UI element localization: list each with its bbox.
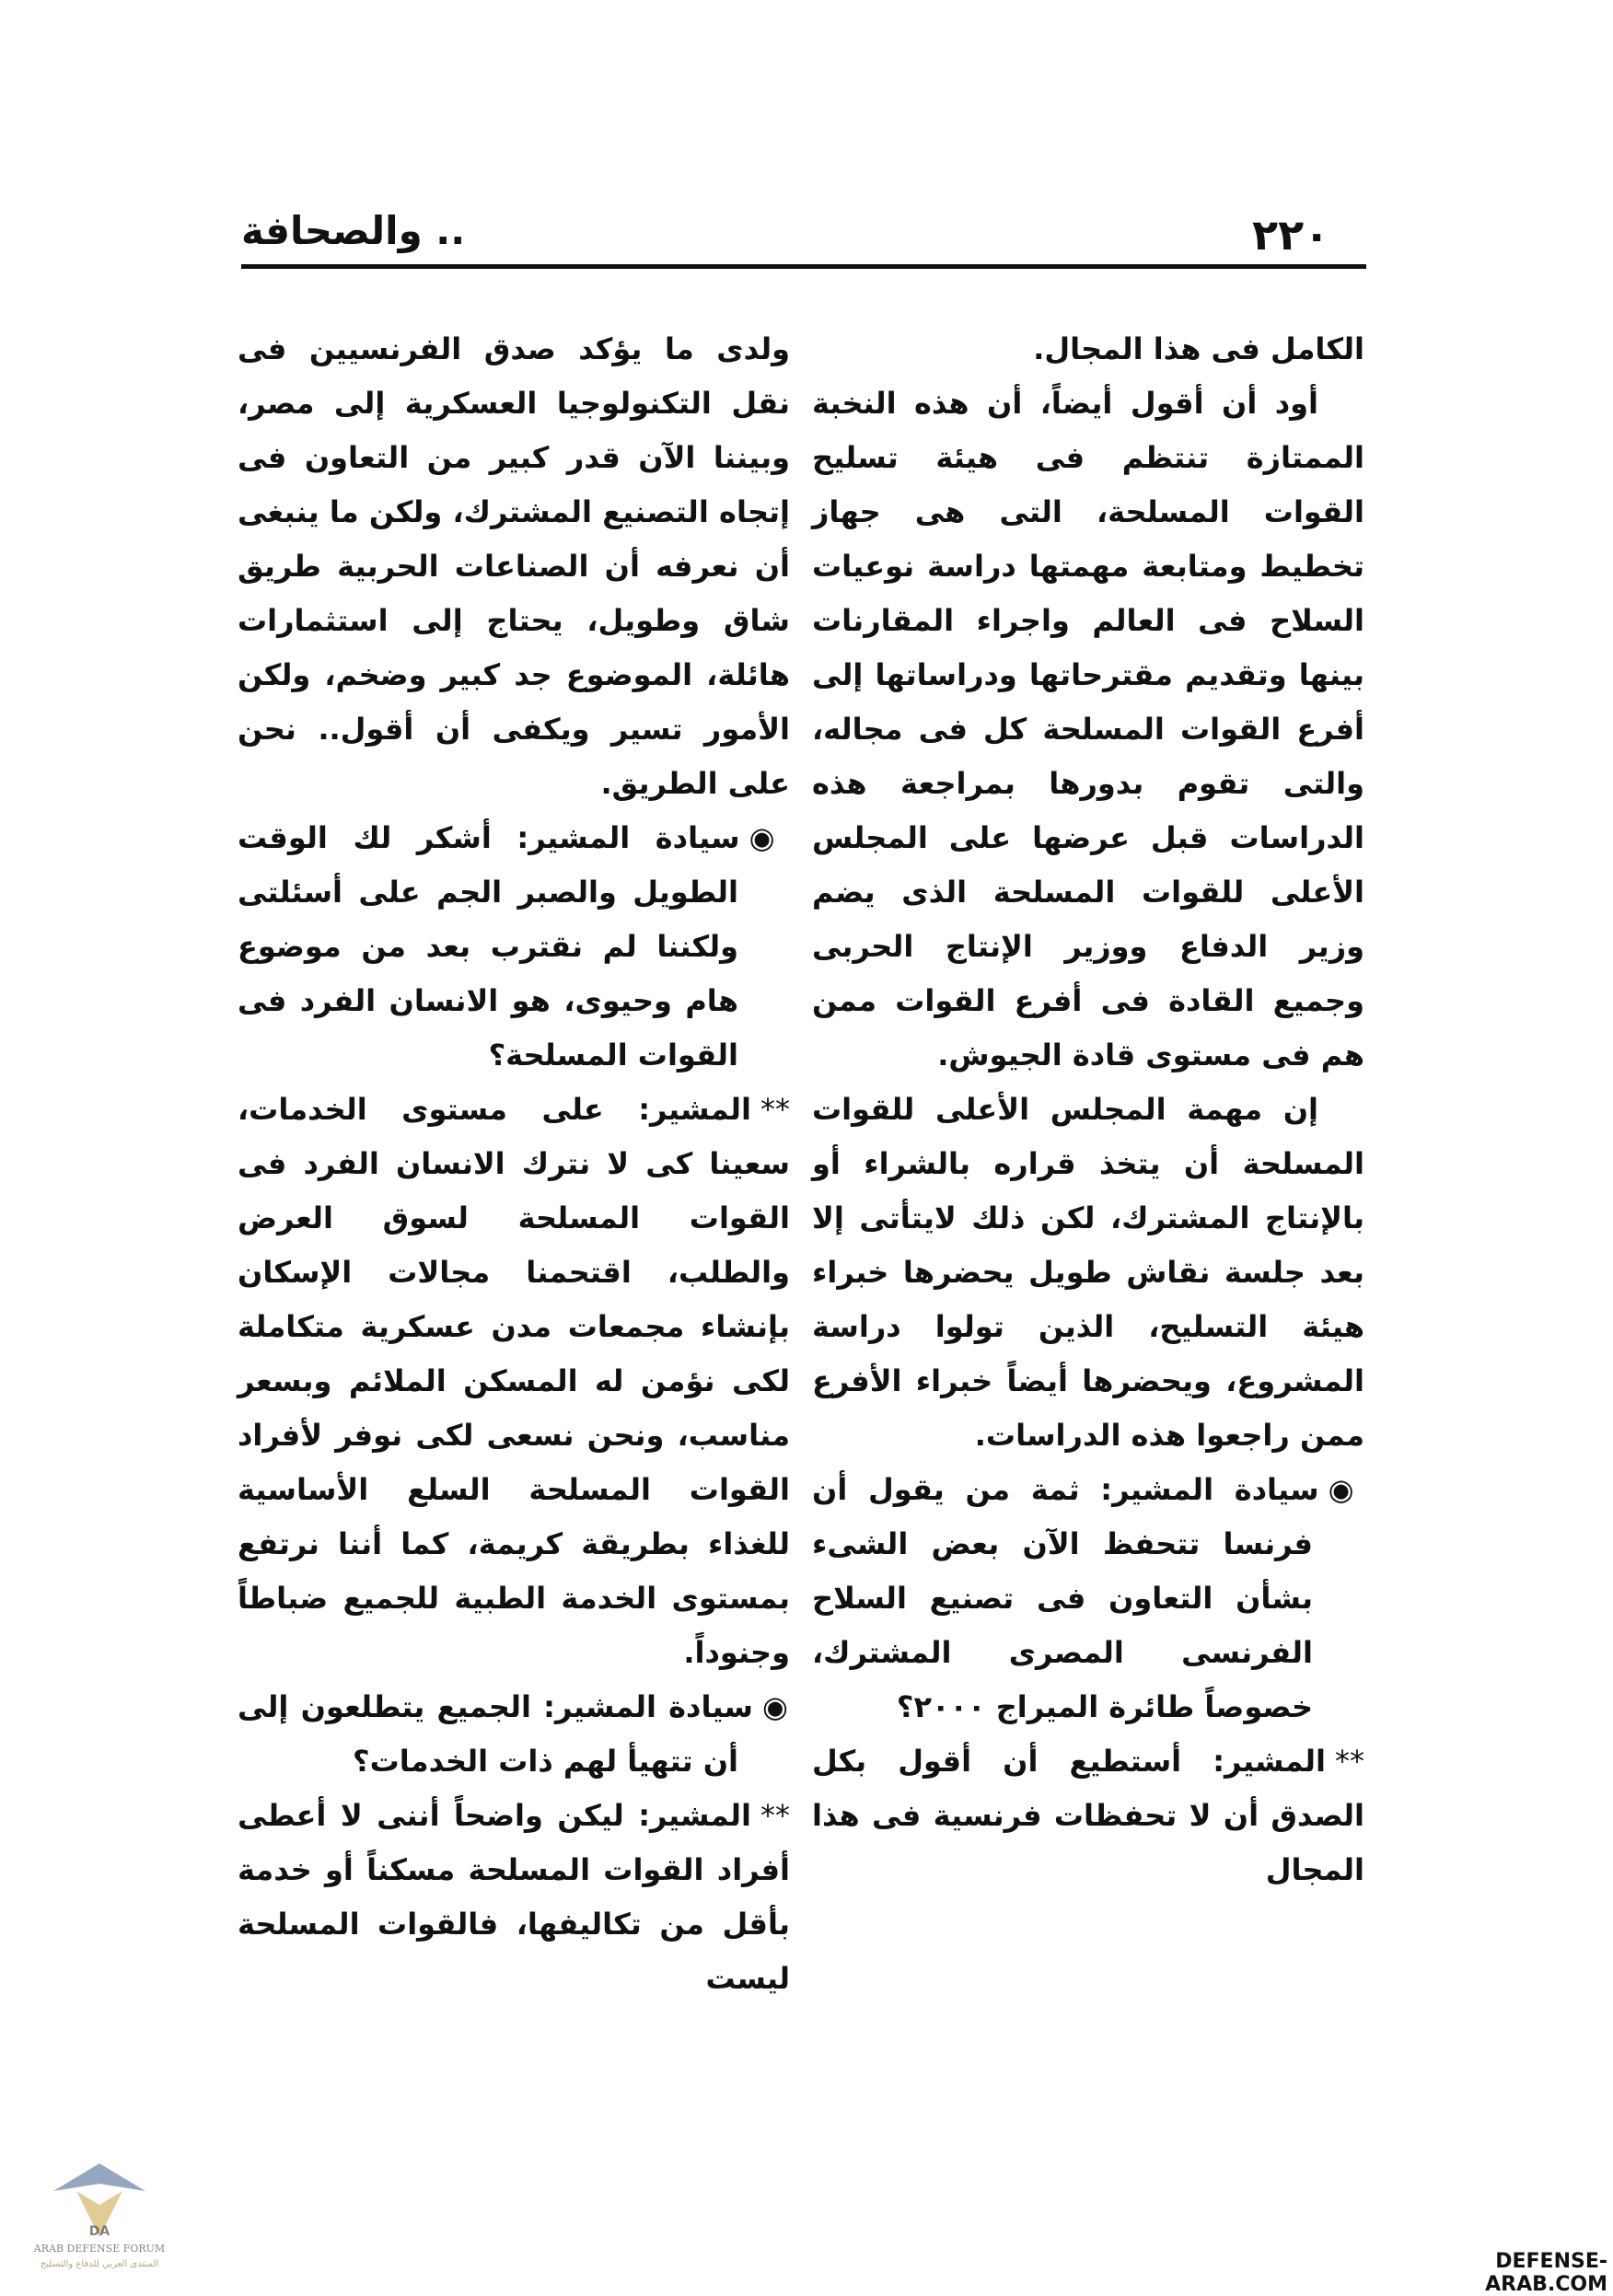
answer-marker: ** [760, 1798, 790, 1833]
svg-text:المنتدى العربي للدفاع والتسليح: المنتدى العربي للدفاع والتسليح [40, 2259, 159, 2269]
interview-answer: **المشير: ليكن واضحاً أننى لا أعطى أفراد القوات المسلحة مسكناً أو خدمة بأقل من تكاليفها، فالقوات المسلحة ليست [238, 1798, 790, 1996]
right-column [812, 322, 1364, 1897]
bullet-icon: ◉ [1328, 1472, 1365, 1507]
watermark-site-url: DEFENSE-ARAB.COM [1485, 2250, 1607, 2296]
interview-question: ◉سيادة المشير: الجميع يتطلعون إلى أن تتهيأ لهم ذات الخدمات؟ [238, 1689, 791, 1779]
answer-marker: ** [1335, 1744, 1364, 1779]
bullet-icon: ◉ [762, 1689, 791, 1724]
running-head: .. والصحافة [241, 208, 466, 253]
page-number: ٢٢٠ [1252, 210, 1330, 260]
arab-defense-forum-logo [7, 2154, 191, 2274]
svg-text:DA: DA [88, 2224, 110, 2239]
bullet-icon: ◉ [748, 820, 791, 855]
left-column [238, 322, 790, 2006]
svg-text:ARAB DEFENSE FORUM: ARAB DEFENSE FORUM [33, 2243, 166, 2255]
paragraph: الكامل فى هذا المجال. [1033, 331, 1364, 366]
interview-answer: **المشير: أستطيع أن أقول بكل الصدق أن لا تحفظات فرنسية فى هذا المجال [812, 1744, 1364, 1887]
answer-marker: ** [760, 1092, 790, 1127]
interview-question: ◉سيادة المشير: أشكر لك الوقت الطويل والصبر الجم على أسئلتى ولكننا لم نقترب بعد من موضوع هام وحيوى، هو الانسان الفرد فى القوات المسلحة؟ [238, 820, 791, 1073]
header-rule [241, 264, 1366, 269]
interview-question: ◉سيادة المشير: ثمة من يقول أن فرنسا تتحفظ الآن بعض الشىء بشأن التعاون فى تصنيع السلاح الفرنسى المصرى المشترك، خصوصاً طائرة الميراج ٢٠٠٠؟ [812, 1472, 1365, 1724]
paragraph: إن مهمة المجلس الأعلى للقوات المسلحة أن يتخذ قراره بالشراء أو بالإنتاج المشترك، لكن ذلك لايتأتى إلا بعد جلسة نقاش طويل يحضرها خبراء هيئة التسليح، الذين تولوا دراسة المشروع، ويحضرها أيضاً خبراء الأفرع ممن راجعوا هذه الدراسات. [812, 1092, 1364, 1453]
paragraph: ولدى ما يؤكد صدق الفرنسيين فى نقل التكنولوجيا العسكرية إلى مصر، وبيننا الآن قدر كبير من التعاون فى إتجاه التصنيع المشترك، ولكن ما ينبغى أن نعرفه أن الصناعات الحربية طريق شاق وطويل، يحتاج إلى استثمارات هائلة، الموضوع جد كبير وضخم، ولكن الأمور تسير ويكفى أن أقول.. نحن على الطريق. [238, 331, 790, 801]
interview-answer: **المشير: على مستوى الخدمات، سعينا كى لا نترك الانسان الفرد فى القوات المسلحة لسوق العرض والطلب، اقتحمنا مجالات الإسكان بإنشاء مجمعات مدن عسكرية متكاملة لكى نؤمن له المسكن الملائم وبسعر مناسب، ونحن نسعى لكى نوفر لأفراد القوات المسلحة السلع الأساسية للغذاء بطريقة كريمة، كما أننا نرتفع بمستوى الخدمة الطبية للجميع ضباطاً وجنوداً. [238, 1092, 790, 1670]
paragraph: أود أن أقول أيضاً، أن هذه النخبة الممتازة تنتظم فى هيئة تسليح القوات المسلحة، التى هى جهاز تخطيط ومتابعة مهمتها دراسة نوعيات السلاح فى العالم واجراء المقارنات بينها وتقديم مقترحاتها ودراساتها إلى أفرع القوات المسلحة كل فى مجاله، والتى تقوم بدورها بمراجعة هذه الدراسات قبل عرضها على المجلس الأعلى للقوات المسلحة الذى يضم وزير الدفاع ووزير الإنتاج الحربى وجميع القادة فى أفرع القوات ممن هم فى مستوى قادة الجيوش. [812, 386, 1364, 1073]
